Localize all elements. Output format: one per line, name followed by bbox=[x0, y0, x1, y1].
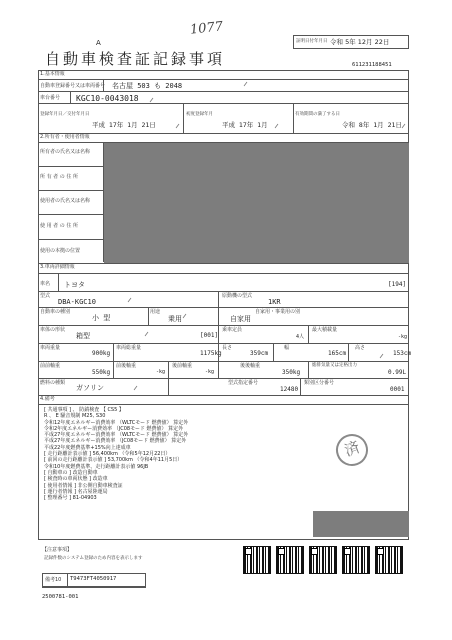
remark-line: 平成27年度エネルギー消費効率 （JC08モード 燃費値） 算定外 bbox=[44, 438, 187, 445]
make-label: 車名 bbox=[40, 281, 51, 287]
stamp-text: 済 bbox=[342, 437, 363, 460]
issue-date-label: 証明日付年月日 bbox=[296, 39, 328, 44]
remark-line: 平成27年度エネルギー消費効率 （WLTCモード 燃費値） 算定外 bbox=[44, 432, 189, 439]
check-mark-icon bbox=[145, 332, 148, 336]
note-line: 記録件数のシステム登録のため内容を表示します bbox=[44, 556, 143, 561]
rear1-value: -kg bbox=[205, 369, 215, 375]
footer-code-value: T9473FT4050917 bbox=[70, 576, 117, 582]
height-value: 153cm bbox=[393, 350, 412, 357]
front2-label: 前後軸重 bbox=[116, 363, 137, 369]
make-code: [194] bbox=[388, 281, 407, 288]
check-mark-icon bbox=[244, 82, 247, 86]
issue-date: 令和 5年 12月 22日 bbox=[330, 38, 390, 46]
cat-no-value: 0001 bbox=[390, 386, 405, 393]
use-value: 乗用 bbox=[168, 315, 182, 323]
handwritten-number: 1077 bbox=[189, 19, 224, 38]
check-mark-icon bbox=[380, 354, 383, 358]
remark-line: [ 前回の走行距離計表示値 ] 53,700km （令和4年11月5日） bbox=[44, 457, 183, 464]
weight-label: 車両重量 bbox=[40, 345, 61, 351]
remark-line: 令和2年度エネルギー消費効率 （JC08モード 燃費値） 算定外 bbox=[44, 425, 184, 432]
note-title: 【注意事項】 bbox=[42, 547, 73, 553]
remark-line: [ 運行者情報 ] 名古屋陸運局 bbox=[44, 488, 108, 495]
class-label: 自動車の種別 bbox=[40, 309, 71, 315]
type-no-label: 型式指定番号 bbox=[228, 380, 259, 386]
check-mark-icon bbox=[275, 124, 278, 128]
expiry-label: 有効期間の満了する日 bbox=[295, 112, 340, 117]
length-label: 長さ bbox=[222, 345, 233, 351]
body-label: 車体の形状 bbox=[40, 327, 66, 333]
front-label: 前前軸重 bbox=[40, 363, 61, 369]
remark-line: 平成22年度燃費基準+15%向上達成車 bbox=[44, 444, 131, 451]
section3-title: 3.車両詳細情報 bbox=[40, 264, 75, 270]
first-reg-value: 平成 17年 1月 21日 bbox=[92, 121, 156, 129]
section2-title: 2.所有者・使用者情報 bbox=[40, 134, 90, 140]
body-code: [001] bbox=[200, 332, 219, 339]
rear2-value: 350kg bbox=[282, 369, 301, 376]
bottom-code: 2500781-001 bbox=[42, 594, 79, 600]
cap-label: 乗車定員 bbox=[222, 327, 243, 333]
gross-value: 1175kg bbox=[200, 350, 222, 357]
displacement-label: 総排気量又は定格出力 bbox=[312, 363, 357, 368]
body-value: 箱型 bbox=[76, 332, 90, 340]
remark-line: [ 走行距離計表示値 ] 56,400km （令和5年12月22日） bbox=[44, 451, 171, 458]
user-address-label: 使 用 者 の 住 所 bbox=[40, 223, 78, 229]
gross-label: 車両総重量 bbox=[116, 345, 142, 351]
width-label: 幅 bbox=[284, 345, 290, 351]
make-value: トヨタ bbox=[64, 281, 85, 289]
check-mark-icon bbox=[402, 124, 405, 128]
vin-label: 車台番号 bbox=[40, 95, 61, 101]
model-value: DBA-KGC10 bbox=[58, 298, 96, 306]
weight-value: 900kg bbox=[92, 350, 111, 357]
mark-a: A bbox=[96, 39, 101, 47]
base-location-label: 使用の本拠の位置 bbox=[40, 248, 81, 254]
remark-line: 令和10年度燃費基準、走行距離計表示値 96JB bbox=[44, 463, 149, 470]
displacement-value: 0.99L bbox=[388, 369, 407, 376]
width-value: 165cm bbox=[328, 350, 347, 357]
rear1-label: 後前軸重 bbox=[172, 363, 193, 369]
check-mark-icon bbox=[128, 298, 131, 302]
reg-label: 自動車登録番号又は車両番号 bbox=[40, 83, 106, 89]
maxload-label: 最大積載量 bbox=[312, 327, 338, 333]
first-year-label: 初度登録年月 bbox=[186, 112, 213, 117]
expiry-value: 令和 8年 1月 21日 bbox=[342, 121, 402, 129]
remark-line: [ 検査時の車両状態 ] 改造車 bbox=[44, 476, 108, 483]
purpose-value: 自家用 bbox=[230, 315, 251, 323]
owner-name-label: 所有者の氏名又は名称 bbox=[40, 149, 91, 155]
remark-line: R 、 E 騒音規制 M25, S30 bbox=[44, 413, 106, 420]
first-year-value: 平成 17年 1月 bbox=[222, 121, 268, 129]
doc-serial: 611231188451 bbox=[352, 62, 392, 68]
purpose-label: 自家用・事業用の別 bbox=[255, 309, 301, 315]
height-label: 高さ bbox=[355, 345, 366, 351]
engine-value: 1KR bbox=[268, 298, 281, 306]
fuel-label: 燃料の種類 bbox=[40, 380, 66, 386]
type-no-value: 12480 bbox=[280, 386, 299, 393]
cap-value: 4人 bbox=[296, 334, 305, 340]
section1-title: 1.基本情報 bbox=[40, 71, 65, 77]
remark-line: [ 使用者情報 ] 非公開自動車検査証 bbox=[44, 482, 123, 489]
first-reg-label: 登録年月日／交付年月日 bbox=[40, 112, 90, 117]
remark-line: 令和12年度エネルギー消費効率 （WLTCモード 燃費値） 算定外 bbox=[44, 419, 189, 426]
remark-line: [ 自動車の ] 改造自動車 bbox=[44, 469, 98, 476]
check-mark-icon bbox=[183, 314, 186, 318]
check-mark-icon bbox=[176, 124, 179, 128]
length-value: 359cm bbox=[250, 350, 269, 357]
vin-value: KGC10-0043018 bbox=[76, 94, 139, 103]
front2-value: -kg bbox=[156, 369, 166, 375]
fuel-value: ガソリン bbox=[76, 384, 104, 392]
remark-line: [ 共通事項 ] 、 防錆検査 【 CS5 】 bbox=[44, 407, 124, 413]
maxload-value: -kg bbox=[398, 334, 408, 340]
user-name-label: 使用者の氏名又は名称 bbox=[40, 198, 91, 204]
section4-title: 4.備考 bbox=[40, 396, 55, 402]
doc-title: 自動車検査証記録事項 bbox=[45, 50, 226, 68]
owner-address-label: 所 有 者 の 住 所 bbox=[40, 174, 78, 180]
use-label: 用途 bbox=[150, 309, 161, 315]
remark-line: [ 整理番号 ] 81-04903 bbox=[44, 495, 97, 502]
class-value: 小 型 bbox=[92, 314, 111, 322]
check-mark-icon bbox=[150, 98, 153, 102]
rear2-label: 後後軸重 bbox=[240, 363, 261, 369]
reg-value: 名古屋 503 も 2048 bbox=[112, 82, 183, 90]
model-label: 型式 bbox=[40, 293, 51, 299]
check-mark-icon bbox=[134, 386, 137, 390]
engine-label: 原動機の型式 bbox=[222, 293, 253, 299]
cat-no-label: 類別区分番号 bbox=[304, 380, 335, 386]
front-value: 550kg bbox=[92, 369, 111, 376]
footer-code-label: 備考10 bbox=[45, 577, 62, 583]
